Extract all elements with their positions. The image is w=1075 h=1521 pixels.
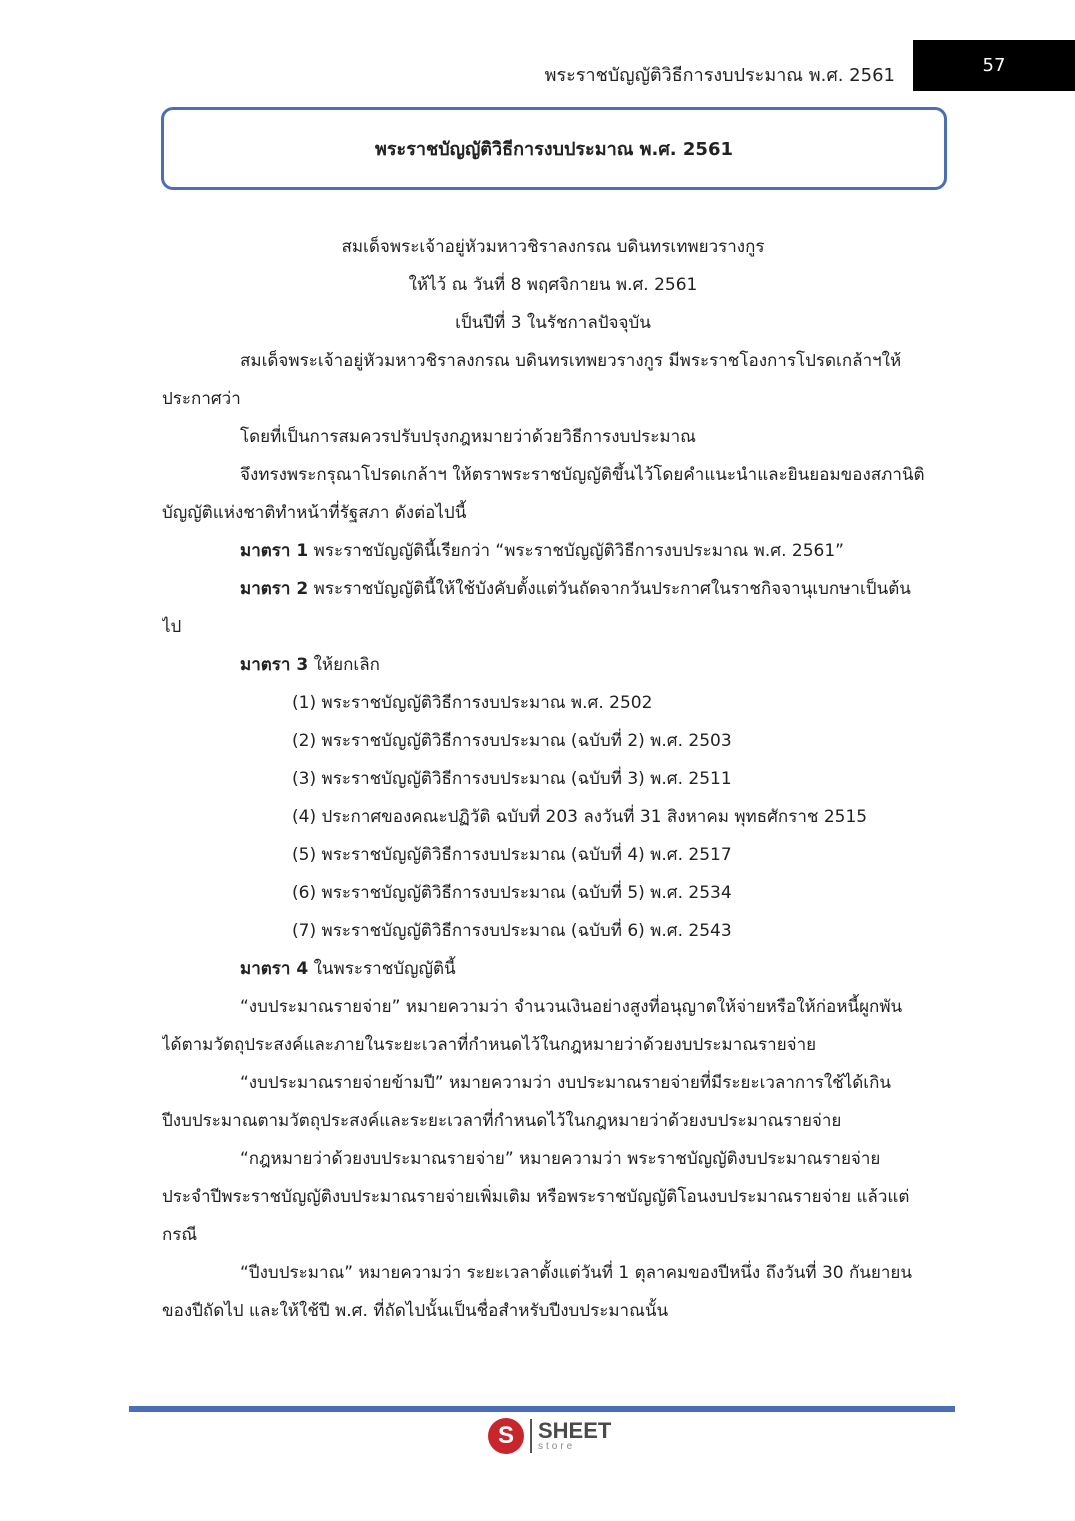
section-2 bbox=[162, 570, 944, 608]
repealed-item: (5) พระราชบัญญัติวิธีการงบประมาณ (ฉบับที่ 4) พ.ศ. 2517 bbox=[292, 845, 732, 865]
repealed-item: (2) พระราชบัญญัติวิธีการงบประมาณ (ฉบับที่ 2) พ.ศ. 2503 bbox=[292, 731, 732, 751]
definition-budget-law-line2: ประจำปีพระราชบัญญัติงบประมาณรายจ่ายเพิ่มเติม หรือพระราชบัญญัติโอนงบประมาณรายจ่าย แล้วแต่ bbox=[162, 1187, 910, 1207]
definition-budget-line2: ได้ตามวัตถุประสงค์และภายในระยะเวลาที่กำหนดไว้ในกฎหมายว่าด้วยงบประมาณรายจ่าย bbox=[162, 1035, 817, 1055]
section-label: มาตรา 1 bbox=[240, 541, 309, 561]
repealed-item: (3) พระราชบัญญัติวิธีการงบประมาณ (ฉบับที่ 3) พ.ศ. 2511 bbox=[292, 769, 732, 789]
repealed-item: (4) ประกาศของคณะปฏิวัติ ฉบับที่ 203 ลงวันที่ 31 สิงหาคม พุทธศักราช 2515 bbox=[292, 807, 868, 827]
repealed-item: (6) พระราชบัญญัติวิธีการงบประมาณ (ฉบับที่ 5) พ.ศ. 2534 bbox=[292, 883, 732, 903]
footer-divider bbox=[129, 1406, 955, 1412]
paragraph-proclamation-line2: ประกาศว่า bbox=[162, 389, 241, 409]
paragraph-enactment-line2: บัญญัติแห่งชาติทำหน้าที่รัฐสภา ดังต่อไปนี้ bbox=[162, 503, 467, 523]
logo-sub-text: store bbox=[538, 1441, 576, 1452]
section-label: มาตรา 2 bbox=[240, 579, 309, 599]
definition-multiyear-line2: ปีงบประมาณตามวัตถุประสงค์และระยะเวลาที่กำหนดไว้ในกฎหมายว่าด้วยงบประมาณรายจ่าย bbox=[162, 1111, 842, 1131]
logo-separator bbox=[530, 1419, 532, 1453]
preamble-reign: เป็นปีที่ 3 ในรัชกาลปัจจุบัน bbox=[455, 313, 651, 333]
preamble-date: ให้ไว้ ณ วันที่ 8 พฤศจิกายน พ.ศ. 2561 bbox=[408, 275, 698, 295]
section-text: พระราชบัญญัตินี้เรียกว่า “พระราชบัญญัติวิธีการงบประมาณ พ.ศ. 2561” bbox=[308, 541, 844, 561]
section-label: มาตรา 4 bbox=[240, 959, 309, 979]
section-1 bbox=[162, 532, 944, 570]
paragraph-enactment-line1: จึงทรงพระกรุณาโปรดเกล้าฯ ให้ตราพระราชบัญญัติขึ้นไว้โดยคำแนะนำและยินยอมของสภานิติ bbox=[240, 465, 925, 485]
paragraph-reason: โดยที่เป็นการสมควรปรับปรุงกฎหมายว่าด้วยวิธีการงบประมาณ bbox=[240, 427, 696, 447]
logo-main-text: SHEET bbox=[538, 1418, 612, 1443]
running-header: พระราชบัญญัติวิธีการงบประมาณ พ.ศ. 2561 bbox=[544, 65, 895, 86]
document-body bbox=[162, 228, 944, 1330]
document-title-box bbox=[161, 107, 947, 190]
section-4 bbox=[162, 950, 944, 988]
definition-budget-law-line1: “กฎหมายว่าด้วยงบประมาณรายจ่าย” หมายความว่า พระราชบัญญัติงบประมาณรายจ่าย bbox=[240, 1149, 881, 1169]
section-2-line2: ไป bbox=[162, 617, 182, 637]
page-number: 57 bbox=[913, 40, 1075, 91]
definition-multiyear-line1: “งบประมาณรายจ่ายข้ามปี” หมายความว่า งบประมาณรายจ่ายที่มีระยะเวลาการใช้ได้เกิน bbox=[240, 1073, 892, 1093]
sheet-store-logo bbox=[488, 1418, 611, 1454]
section-text: ให้ยกเลิก bbox=[308, 655, 380, 675]
logo-wordmark bbox=[538, 1420, 611, 1452]
section-text: ในพระราชบัญญัตินี้ bbox=[308, 959, 456, 979]
preamble-king: สมเด็จพระเจ้าอยู่หัวมหาวชิราลงกรณ บดินทรเทพยวรางกูร bbox=[341, 237, 765, 257]
paragraph-proclamation-line1: สมเด็จพระเจ้าอยู่หัวมหาวชิราลงกรณ บดินทรเทพยวรางกูร มีพระราชโองการโปรดเกล้าฯให้ bbox=[240, 351, 902, 371]
repealed-item: (7) พระราชบัญญัติวิธีการงบประมาณ (ฉบับที่ 6) พ.ศ. 2543 bbox=[292, 921, 732, 941]
logo-s-icon: S bbox=[488, 1418, 524, 1454]
definition-budget-law-line3: กรณี bbox=[162, 1225, 198, 1245]
repealed-item: (1) พระราชบัญญัติวิธีการงบประมาณ พ.ศ. 2502 bbox=[292, 693, 653, 713]
section-label: มาตรา 3 bbox=[240, 655, 309, 675]
definition-fiscal-year-line2: ของปีถัดไป และให้ใช้ปี พ.ศ. ที่ถัดไปนั้นเป็นชื่อสำหรับปีงบประมาณนั้น bbox=[162, 1301, 669, 1321]
section-3 bbox=[162, 646, 944, 684]
definition-fiscal-year-line1: “ปีงบประมาณ” หมายความว่า ระยะเวลาตั้งแต่วันที่ 1 ตุลาคมของปีหนึ่ง ถึงวันที่ 30 กันยายน bbox=[240, 1263, 913, 1283]
document-title: พระราชบัญญัติวิธีการงบประมาณ พ.ศ. 2561 bbox=[375, 139, 733, 160]
definition-budget-line1: “งบประมาณรายจ่าย” หมายความว่า จำนวนเงินอย่างสูงที่อนุญาตให้จ่ายหรือให้ก่อหนี้ผูกพัน bbox=[240, 997, 903, 1017]
section-text: พระราชบัญญัตินี้ให้ใช้บังคับตั้งแต่วันถัดจากวันประกาศในราชกิจจานุเบกษาเป็นต้น bbox=[308, 579, 911, 599]
